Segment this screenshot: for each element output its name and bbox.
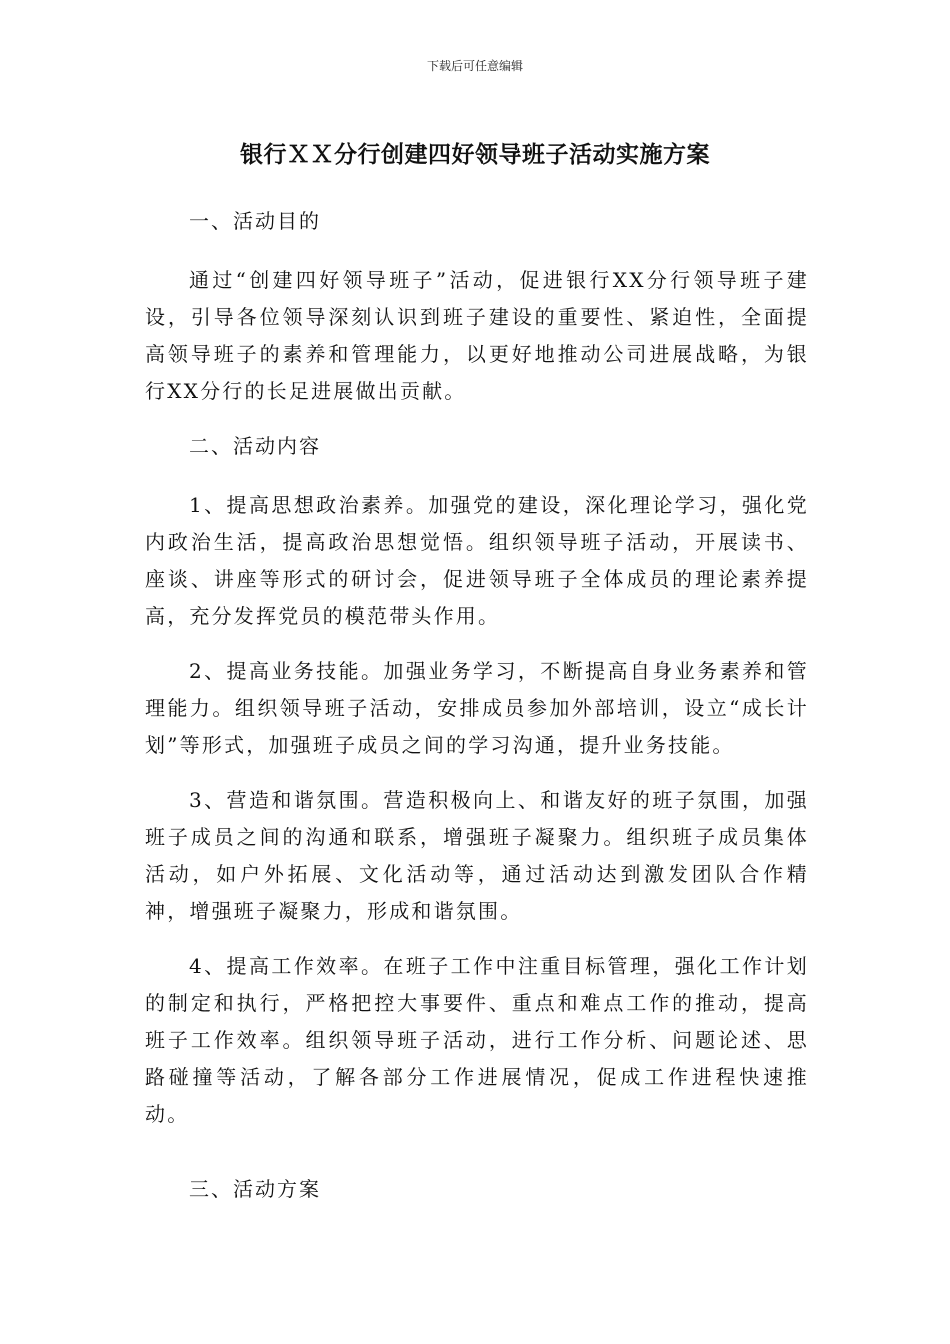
paragraph-content-1: 1、提高思想政治素养。加强党的建设，深化理论学习，强化党内政治生活，提高政治思想觉悟。组织领导班子活动，开展读书、座谈、讲座等形式的研讨会，促进领导班子全体成员的理论素养提高，充分发挥党员的模范带头作用。 [145, 493, 809, 628]
section-heading-content: 二、活动内容 [189, 434, 321, 458]
header-note: 下载后可任意编辑 [426, 59, 523, 73]
section-heading-purpose: 一、活动目的 [189, 209, 321, 233]
paragraph-content-2: 2、提高业务技能。加强业务学习，不断提高自身业务素养和管理能力。组织领导班子活动，安排成员参加外部培训，设立“成长计划”等形式，加强班子成员之间的学习沟通，提升业务技能。 [145, 659, 809, 757]
document-title: 银行ＸＸ分行创建四好领导班子活动实施方案 [240, 142, 710, 168]
paragraph-content-4: 4、提高工作效率。在班子工作中注重目标管理，强化工作计划的制定和执行，严格把控大事要件、重点和难点工作的推动，提高班子工作效率。组织领导班子活动，进行工作分析、问题论述、思路碰撞等活动，了解各部分工作进展情况，促成工作进程快速推动。 [145, 954, 809, 1126]
paragraph-content-3: 3、营造和谐氛围。营造积极向上、和谐友好的班子氛围，加强班子成员之间的沟通和联系，增强班子凝聚力。组织班子成员集体活动，如户外拓展、文化活动等，通过活动达到激发团队合作精神，增强班子凝聚力，形成和谐氛围。 [145, 788, 809, 923]
section-heading-plan: 三、活动方案 [189, 1177, 321, 1201]
paragraph-purpose: 通过“创建四好领导班子”活动，促进银行XX分行领导班子建设，引导各位领导深刻认识到班子建设的重要性、紧迫性，全面提高领导班子的素养和管理能力，以更好地推动公司进展战略，为银行XX分行的长足进展做出贡献。 [145, 268, 809, 403]
document-body [145, 203, 809, 1208]
